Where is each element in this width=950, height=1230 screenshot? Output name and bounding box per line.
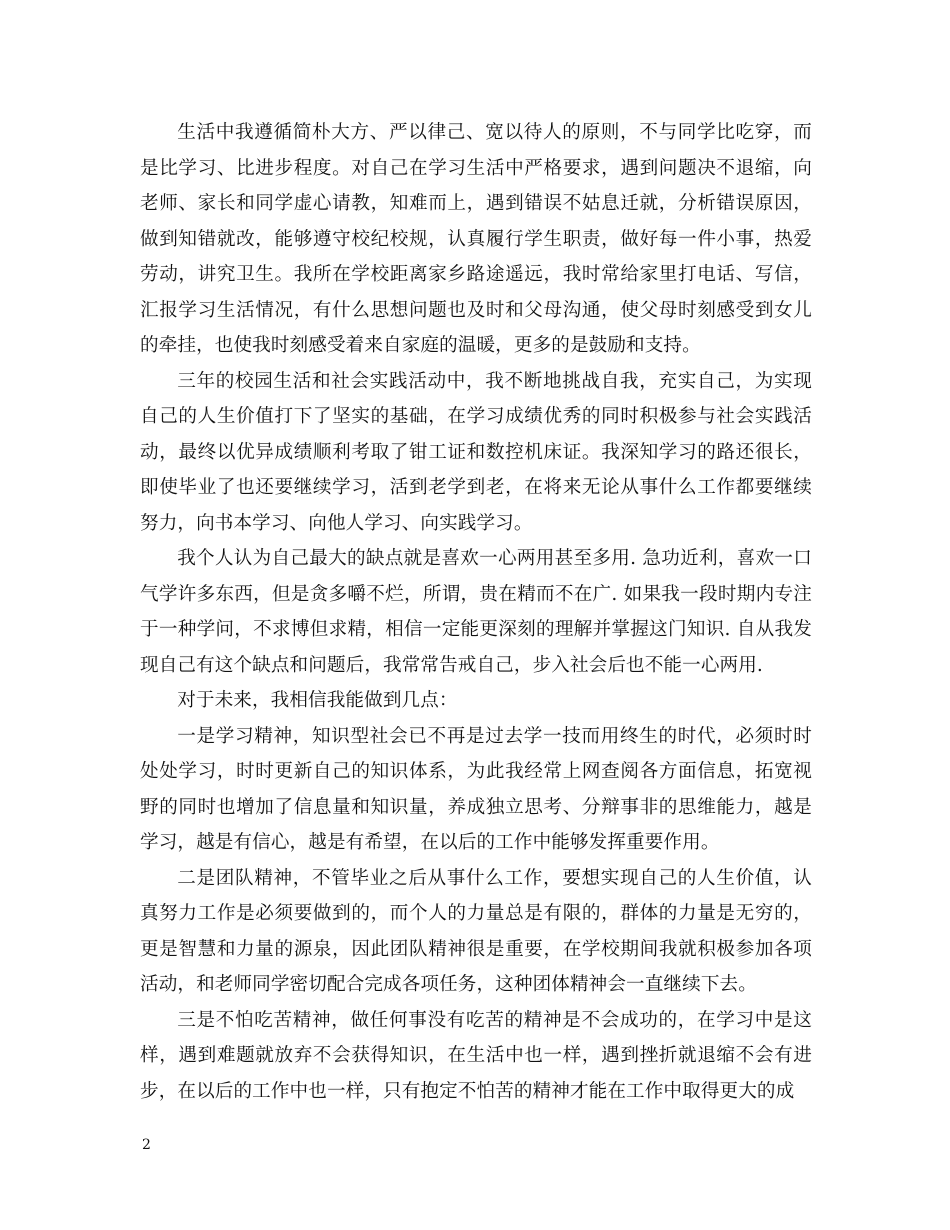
- paragraph-team-spirit: 二是团队精神，不管毕业之后从事什么工作，要想实现自己的人生价值，认真努力工作是必须要做到的，而个人的力量总是有限的，群体的力量是无穷的，更是智慧和力量的源泉，因此团队精神很是重要，在学校期间我就积极参加各项活动，和老师同学密切配合完成各项任务，这种团体精神会一直继续下去。: [140, 867, 812, 995]
- page-number: 2: [142, 1137, 151, 1153]
- paragraph-shortcomings: 我个人认为自己最大的缺点就是喜欢一心两用甚至多用. 急功近利，喜欢一口气学许多东西，但是贪多嚼不烂，所谓，贵在精而不在广. 如果我一段时期内专注于一种学问，不求博但求精，相信一定能更深刻的理解并掌握这门知识. 自从我发现自己有这个缺点和问题后，我常常告戒自己，步入社会后也不能一心两用.: [140, 548, 812, 676]
- paragraph-hardship-spirit: 三是不怕吃苦精神，做任何事没有吃苦的精神是不会成功的，在学习中是这样，遇到难题就放弃不会获得知识，在生活中也一样，遇到挫折就退缩不会有进步，在以后的工作中也一样，只有抱定不怕苦的精神才能在工作中取得更大的成: [140, 1009, 812, 1102]
- paragraph-future-intro: 对于未来，我相信我能做到几点：: [177, 690, 458, 711]
- document-body: [140, 115, 812, 1109]
- paragraph-campus-life: 三年的校园生活和社会实践活动中，我不断地挑战自我，充实自己，为实现自己的人生价值打下了坚实的基础，在学习成绩优秀的同时积极参与社会实践活动，最终以优异成绩顺利考取了钳工证和数控机床证。我深知学习的路还很长，即使毕业了也还要继续学习，活到老学到老，在将来无论从事什么工作都要继续努力，向书本学习、向他人学习、向实践学习。: [140, 370, 812, 534]
- paragraph-frugal-living: 生活中我遵循简朴大方、严以律己、宽以待人的原则，不与同学比吃穿，而是比学习、比进步程度。对自己在学习生活中严格要求，遇到问题决不退缩，向老师、家长和同学虚心请教，知难而上，遇到错误不姑息迁就，分析错误原因，做到知错就改，能够遵守校纪校规，认真履行学生职责，做好每一件小事，热爱劳动，讲究卫生。我所在学校距离家乡路途遥远，我时常给家里打电话、写信，汇报学习生活情况，有什么思想问题也及时和父母沟通，使父母时刻感受到女儿的牵挂，也使我时刻感受着来自家庭的温暖，更多的是鼓励和支持。: [140, 122, 812, 356]
- paragraph-learning-spirit: 一是学习精神，知识型社会已不再是过去学一技而用终生的时代，必须时时处处学习，时时更新自己的知识体系，为此我经常上网查阅各方面信息，拓宽视野的同时也增加了信息量和知识量，养成独立思考、分辩事非的思维能力，越是学习，越是有信心，越是有希望，在以后的工作中能够发挥重要作用。: [140, 725, 812, 853]
